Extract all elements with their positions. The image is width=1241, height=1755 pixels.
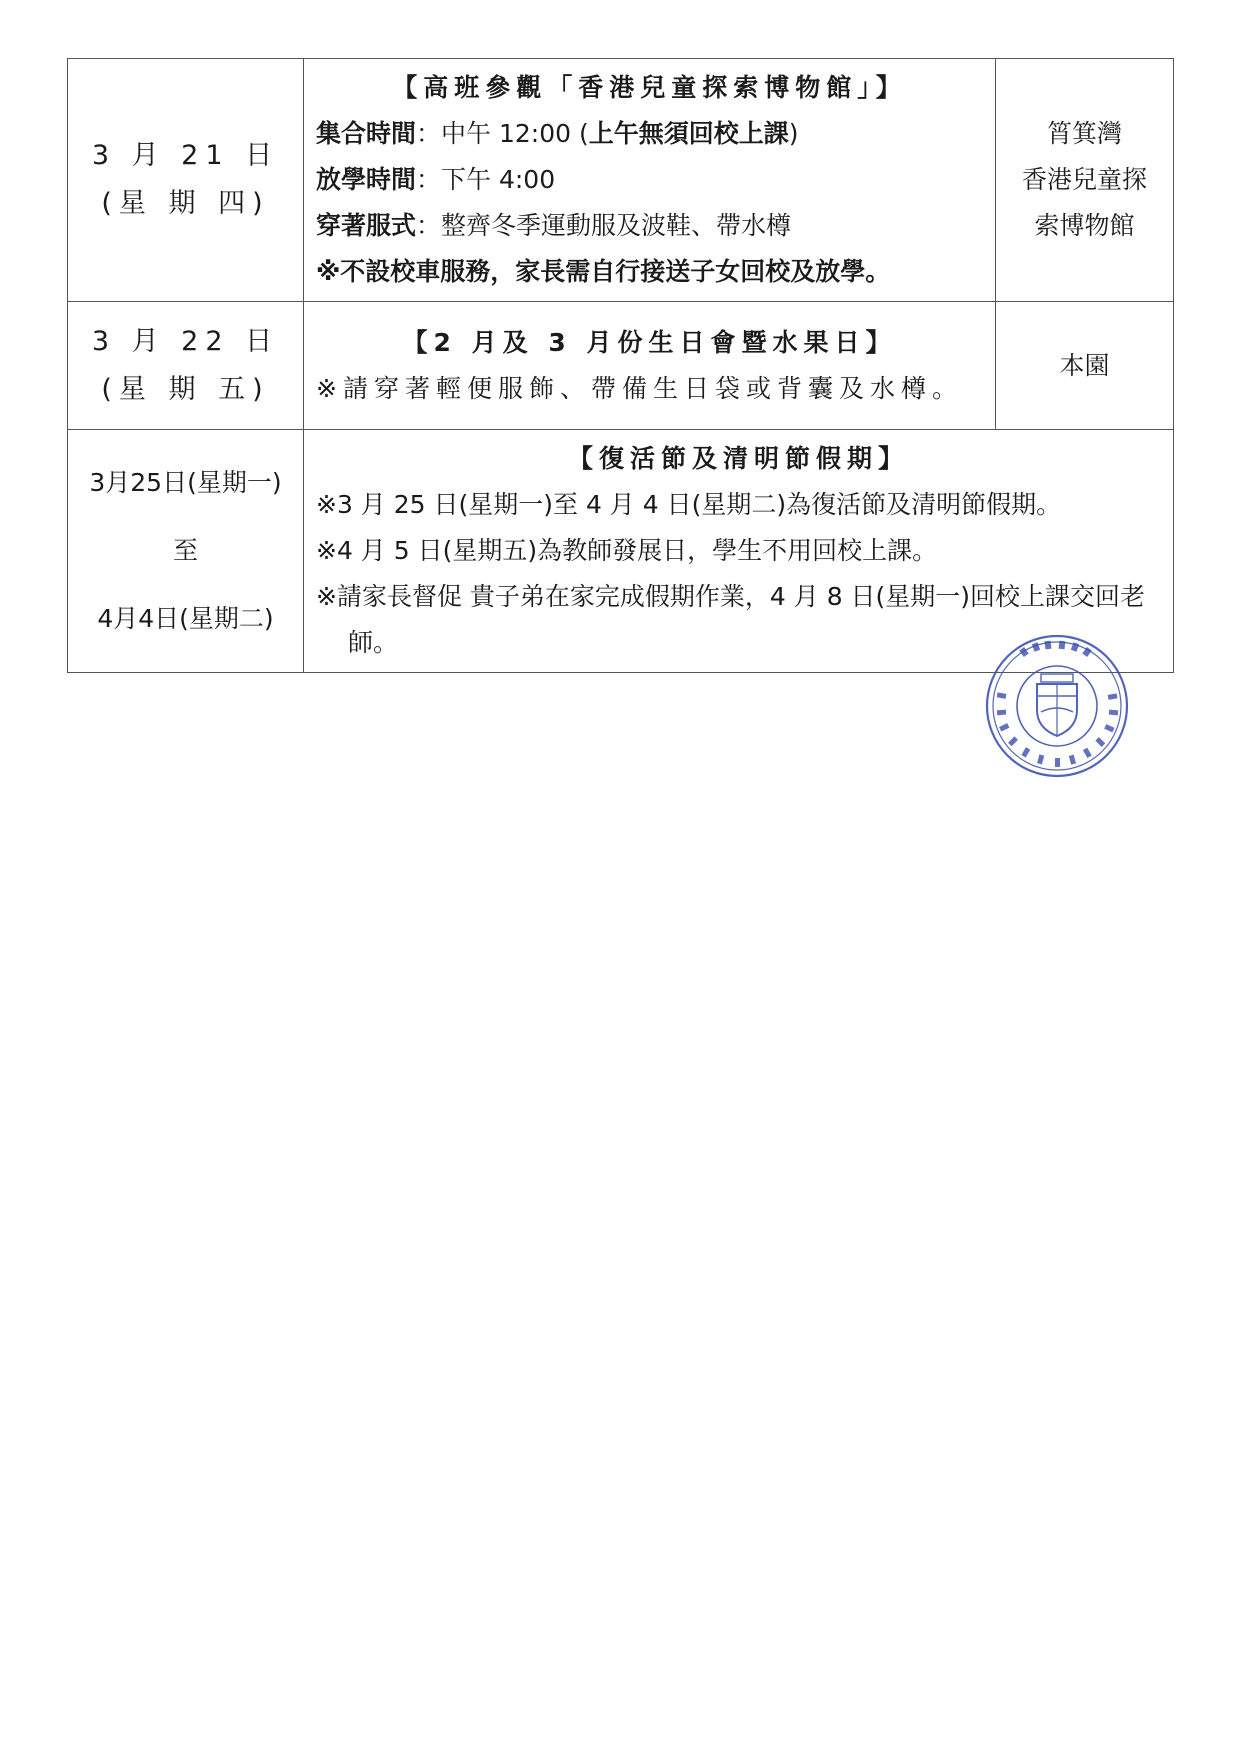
date-cell xyxy=(68,59,304,302)
date-text: 3 月 22 日 xyxy=(91,325,280,357)
detail-value: ：中午 12:00 ( xyxy=(416,119,589,148)
detail-cell xyxy=(304,302,996,430)
schedule-table xyxy=(67,58,1174,673)
detail-label: 穿著服式 xyxy=(316,211,417,240)
note-line: ※3 月 25 日(星期一)至 4 月 4 日(星期二)為復活節及清明節假期。 xyxy=(316,490,1062,519)
date-cell xyxy=(68,302,304,430)
date-from-text: 3月25日(星期一) xyxy=(89,468,282,497)
weekday-text: (星 期 五) xyxy=(101,373,270,405)
detail-cell xyxy=(304,59,996,302)
notice-line: ※不設校車服務，家長需自行接送子女回校及放學。 xyxy=(316,257,891,286)
place-cell xyxy=(996,302,1174,430)
table-row xyxy=(68,302,1174,430)
note-line: ※請家長督促 貴子弟在家完成假期作業，4 月 8 日(星期一)回校上課交回老師。 xyxy=(316,582,1146,657)
detail-label: 放學時間 xyxy=(316,165,417,194)
detail-line xyxy=(316,203,983,249)
detail-line xyxy=(316,157,983,203)
detail-tail: ) xyxy=(788,119,799,148)
event-title: 【高班參觀「香港兒童探索博物館」】 xyxy=(392,73,907,102)
event-title: 【2 月及 3 月份生日會暨水果日】 xyxy=(402,327,897,357)
place-line: 本園 xyxy=(1059,350,1110,380)
place-cell xyxy=(996,59,1174,302)
date-text: 3 月 21 日 xyxy=(91,140,280,171)
date-separator-text: 至 xyxy=(172,536,198,565)
place-line: 筲箕灣 xyxy=(1046,119,1122,148)
date-range-cell xyxy=(68,430,304,673)
event-title: 【復活節及清明節假期】 xyxy=(567,444,909,473)
detail-bold-value: 上午無須回校上課 xyxy=(588,119,789,148)
place-line: 香港兒童探 xyxy=(1021,165,1147,194)
detail-line xyxy=(316,111,983,157)
detail-value: ：下午 4:00 xyxy=(416,165,556,194)
date-to-text: 4月4日(星期二) xyxy=(97,604,274,633)
detail-value: ：整齊冬季運動服及波鞋、帶水樽 xyxy=(416,211,792,240)
note-line: ※請穿著輕便服飾、帶備生日袋或背囊及水樽。 xyxy=(316,373,963,403)
school-seal-stamp xyxy=(981,632,1133,780)
note-line: ※4 月 5 日(星期五)為教師發展日，學生不用回校上課。 xyxy=(316,536,938,565)
table-row xyxy=(68,59,1174,302)
place-line: 索博物館 xyxy=(1034,211,1135,240)
detail-label: 集合時間 xyxy=(316,119,417,148)
weekday-text: (星 期 四) xyxy=(101,188,270,219)
